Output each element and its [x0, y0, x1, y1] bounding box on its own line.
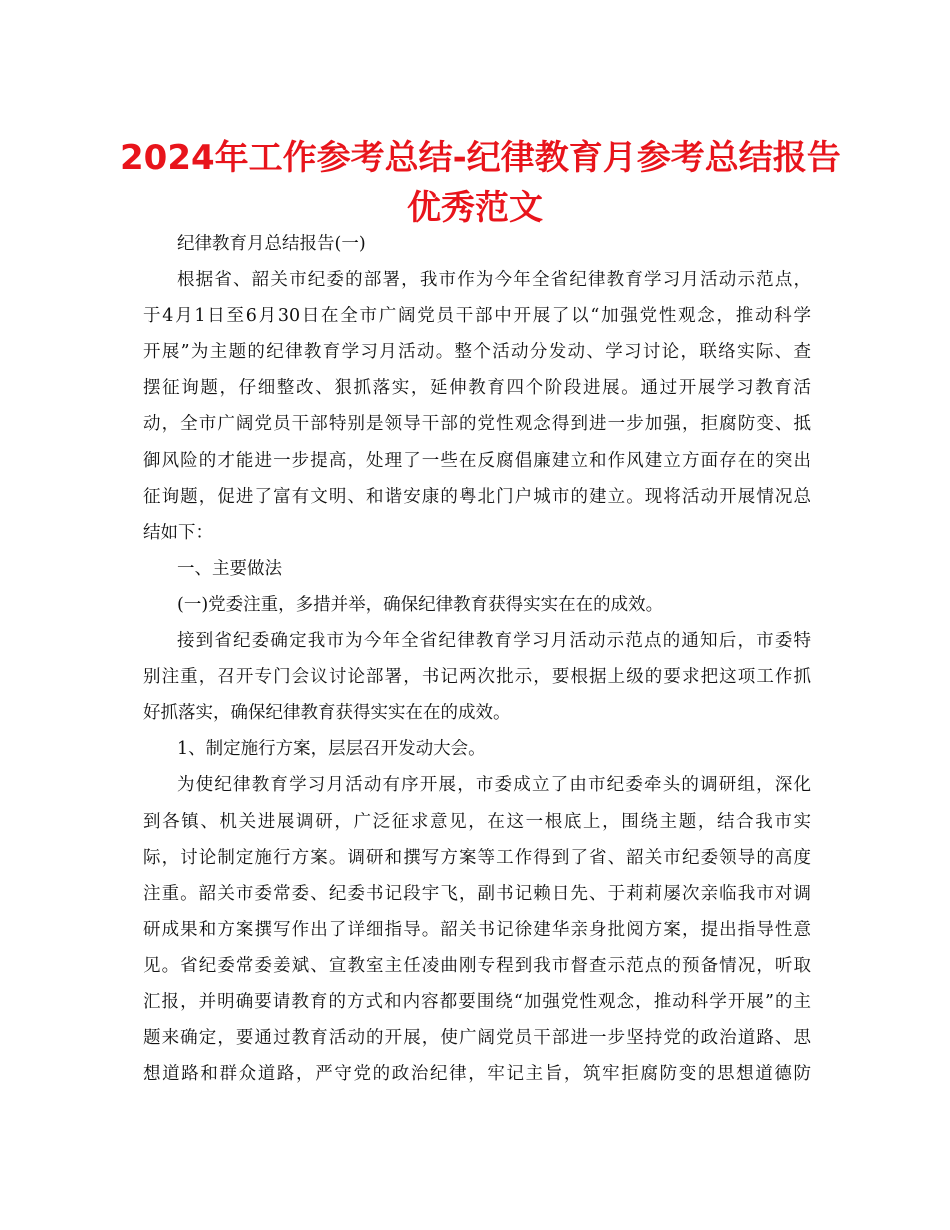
paragraph-line: 见。省纪委常委姜斌、宣教室主任凌曲刚专程到我市督查示范点的预备情况，听取 — [143, 955, 811, 976]
document-title-line-2: 优秀范文 — [407, 188, 543, 228]
section-heading: 一、主要做法 — [177, 558, 282, 579]
paragraph-line: 结如下： — [143, 522, 213, 543]
paragraph-line: 好抓落实，确保纪律教育获得实实在在的成效。 — [143, 703, 511, 724]
paragraph-line: 摆征询题，仔细整改、狠抓落实，延伸教育四个阶段进展。通过开展学习教育活 — [143, 378, 811, 399]
paragraph-line: 御风险的才能进一步提高，处理了一些在反腐倡廉建立和作风建立方面存在的突出 — [143, 450, 811, 471]
subsection-heading: (一)党委注重，多措并举，确保纪律教育获得实实在在的成效。 — [177, 594, 664, 615]
subsection-heading: 1、制定施行方案，层层召开发动大会。 — [177, 739, 486, 760]
paragraph-line: 到各镇、机关进展调研，广泛征求意见，在这一根底上，围绕主题，结合我市实 — [143, 811, 811, 832]
paragraph-line: 开展”为主题的纪律教育学习月活动。整个活动分发动、学习讨论，联络实际、查 — [143, 342, 811, 363]
paragraph-line: 研成果和方案撰写作出了详细指导。韶关书记徐建华亲身批阅方案，提出指导性意 — [143, 919, 811, 940]
paragraph-line: 征询题，促进了富有文明、和谐安康的粤北门户城市的建立。现将活动开展情况总 — [143, 486, 811, 507]
paragraph-line: 别注重，召开专门会议讨论部署，书记两次批示，要根据上级的要求把这项工作抓 — [143, 667, 811, 688]
document-body — [143, 226, 811, 1092]
paragraph-line: 想道路和群众道路，严守党的政治纪律，牢记主旨，筑牢拒腐防变的思想道德防 — [143, 1064, 811, 1085]
section-heading: 纪律教育月总结报告(一) — [177, 234, 366, 254]
paragraph-line: 于4月1日至6月30日在全市广阔党员干部中开展了以“加强党性观念，推动科学 — [143, 306, 811, 327]
paragraph-line: 际，讨论制定施行方案。调研和撰写方案等工作得到了省、韶关市纪委领导的高度 — [143, 847, 811, 868]
paragraph-line: 接到省纪委确定我市为今年全省纪律教育学习月活动示范点的通知后，市委特 — [177, 631, 811, 652]
document-title-line-1: 2024年工作参考总结-纪律教育月参考总结报告 — [120, 138, 841, 178]
paragraph-line: 根据省、韶关市纪委的部署，我市作为今年全省纪律教育学习月活动示范点， — [177, 270, 811, 291]
paragraph-line: 题来确定，要通过教育活动的开展，使广阔党员干部进一步坚持党的政治道路、思 — [143, 1028, 811, 1049]
paragraph-line: 注重。韶关市委常委、纪委书记段宇飞，副书记赖日先、于莉莉屡次亲临我市对调 — [143, 883, 811, 904]
paragraph-line: 汇报，并明确要请教育的方式和内容都要围绕“加强党性观念，推动科学开展”的主 — [143, 991, 811, 1012]
paragraph-line: 动，全市广阔党员干部特别是领导干部的党性观念得到进一步加强，拒腐防变、抵 — [143, 414, 811, 435]
paragraph-line: 为使纪律教育学习月活动有序开展，市委成立了由市纪委牵头的调研组，深化 — [177, 775, 811, 796]
